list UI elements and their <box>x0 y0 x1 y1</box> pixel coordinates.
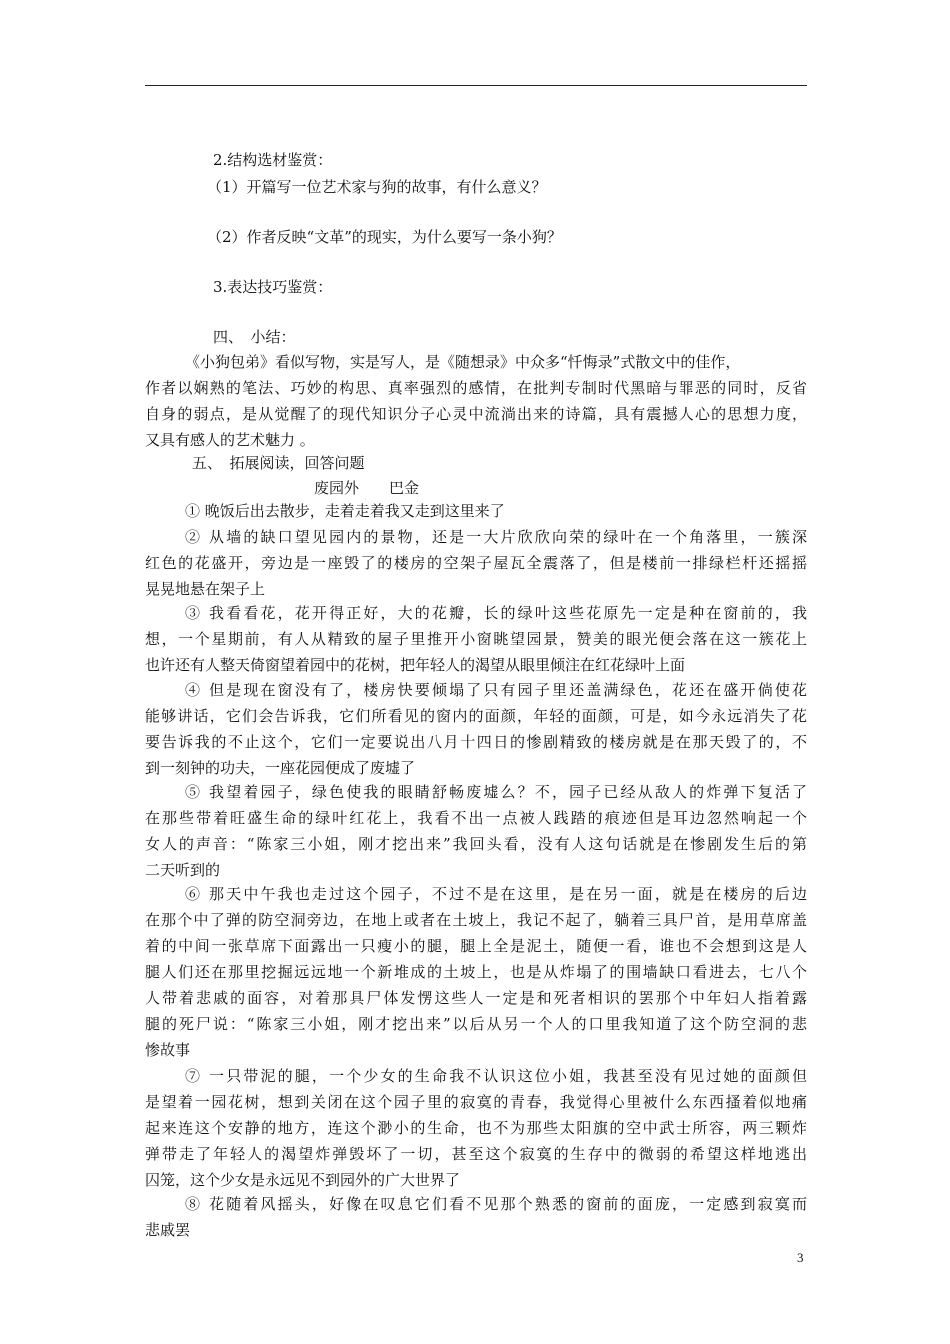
paragraph-line: 起来连这个安静的地方，连这个渺小的生命，也不为那些太阳旗的空中武士所容，两三颗炸 <box>145 1119 807 1137</box>
section3-heading: 3.表达技巧鉴赏： <box>213 278 333 296</box>
paragraph-line: 着的中间一张草席下面露出一只瘦小的腿，腿上全是泥土，随便一看，谁也不会想到这是人 <box>145 937 807 955</box>
summary-line: 《小狗包弟》看似写物，实是写人，是《随想录》中众多“忏悔录”式散文中的佳作， <box>185 353 741 371</box>
paragraph-line: 惨故事 <box>145 1041 191 1059</box>
paragraph-line: ⑦ 一只带泥的腿，一个少女的生命我不认识这位小姐，我甚至没有见过她的面颜但 <box>185 1067 807 1085</box>
summary-line: 作者以娴熟的笔法、巧妙的构思、真率强烈的感情，在批判专制时代黑暗与罪恶的同时，反省 <box>145 379 807 397</box>
paragraph-line: 能够讲话，它们会告诉我，它们所看见的窗内的面颜，年轻的面颜，可是，如今永远消失了花 <box>145 707 807 725</box>
page-number: 3 <box>797 1250 804 1265</box>
summary-heading: 四、 小结： <box>213 328 296 346</box>
paragraph-line: 是望着一园花树，想到关闭在这个园子里的寂寞的青春，我觉得心里被什么东西搔着似地痛 <box>145 1093 807 1111</box>
question-1: （1）开篇写一位艺术家与狗的故事，有什么意义？ <box>207 178 547 196</box>
paragraph-line: 也许还有人整天倚窗望着园中的花树，把年轻人的渴望从眼里倾注在红花绿叶上面 <box>145 656 686 674</box>
paragraph-line: 红色的花盛开，旁边是一座毁了的楼房的空架子屋瓦全震落了，但是楼前一排绿栏杆还摇摇 <box>145 554 807 572</box>
paragraph-line: 晃晃地悬在架子上 <box>145 580 266 598</box>
paragraph-line: ③ 我看看花，花开得正好，大的花瓣，长的绿叶这些花原先一定是种在窗前的，我 <box>185 604 807 622</box>
question-2: （2）作者反映“文革”的现实，为什么要写一条小狗？ <box>207 228 562 246</box>
summary-line: 又具有感人的艺术魅力 。 <box>145 431 315 449</box>
paragraph-line: 在那些带着旺盛生命的绿叶红花上，我看不出一点被人践踏的痕迹但是耳边忽然响起一个 <box>145 809 807 827</box>
paragraph-line: 弹带走了年轻人的渴望炸弹毁坏了一切，甚至这个寂寞的生存中的微弱的希望这样地逃出 <box>145 1145 807 1163</box>
essay-title: 废园外 巴金 <box>314 479 420 497</box>
paragraph-line: 女人的声音：“陈家三小姐，刚才挖出来”我回头看，没有人这句话就是在惨剧发生后的第 <box>145 835 807 853</box>
paragraph-line: ② 从墙的缺口望见园内的景物，还是一大片欣欣向荣的绿叶在一个角落里，一簇深 <box>185 528 807 546</box>
paragraph-line: 囚笼，这个少女是永远见不到园外的广大世界了 <box>145 1171 461 1189</box>
paragraph-line: 在那个中了弹的防空洞旁边，在地上或者在土坡上，我记不起了，躺着三具尸首，是用草席盖 <box>145 911 807 929</box>
summary-line: 自身的弱点，是从觉醒了的现代知识分子心灵中流淌出来的诗篇，具有震撼人心的思想力度， <box>145 405 807 423</box>
paragraph-line: ④ 但是现在窗没有了，楼房快要倾塌了只有园子里还盖满绿色，花还在盛开倘使花 <box>185 681 807 699</box>
paragraph-line: 到一刻钟的功夫，一座花园便成了废墟了 <box>145 759 416 777</box>
paragraph-line: 人带着悲戚的面容，对着那具尸体发愣这些人一定是和死者相识的罢那个中年妇人指着露 <box>145 989 807 1007</box>
paragraph-line: ⑤ 我望着园子，绿色使我的眼睛舒畅废墟么？不，园子已经从敌人的炸弹下复活了 <box>185 783 807 801</box>
paragraph-line: ⑥ 那天中午我也走过这个园子，不过不是在这里，是在另一面，就是在楼房的后边 <box>185 885 807 903</box>
paragraph-line: 要告诉我的不止这个，它们一定要说出八月十四日的惨剧精致的楼房就是在那天毁了的，不 <box>145 733 807 751</box>
paragraph-line: 腿的死尸说：“陈家三小姐，刚才挖出来”以后从另一个人的口里我知道了这个防空洞的悲 <box>145 1015 807 1033</box>
paragraph-line: 悲戚罢 <box>145 1221 191 1239</box>
header-rule <box>145 85 807 86</box>
paragraph-line: 想，一个星期前，有人从精致的屋子里推开小窗眺望园景，赞美的眼光便会落在这一簇花上 <box>145 630 807 648</box>
extended-reading-heading: 五、 拓展阅读，回答问题 <box>192 454 365 472</box>
paragraph-line: ⑧ 花随着风摇头，好像在叹息它们看不见那个熟悉的窗前的面庞，一定感到寂寞而 <box>185 1195 807 1213</box>
paragraph-line: 腿人们还在那里挖掘远远地一个新堆成的土坡上，也是从炸塌了的围墙缺口看进去，七八个 <box>145 963 807 981</box>
paragraph-line: 二天听到的 <box>145 861 221 879</box>
section2-heading: 2.结构选材鉴赏： <box>213 151 333 169</box>
paragraph-line: ① 晚饭后出去散步，走着走着我又走到这里来了 <box>185 502 505 520</box>
